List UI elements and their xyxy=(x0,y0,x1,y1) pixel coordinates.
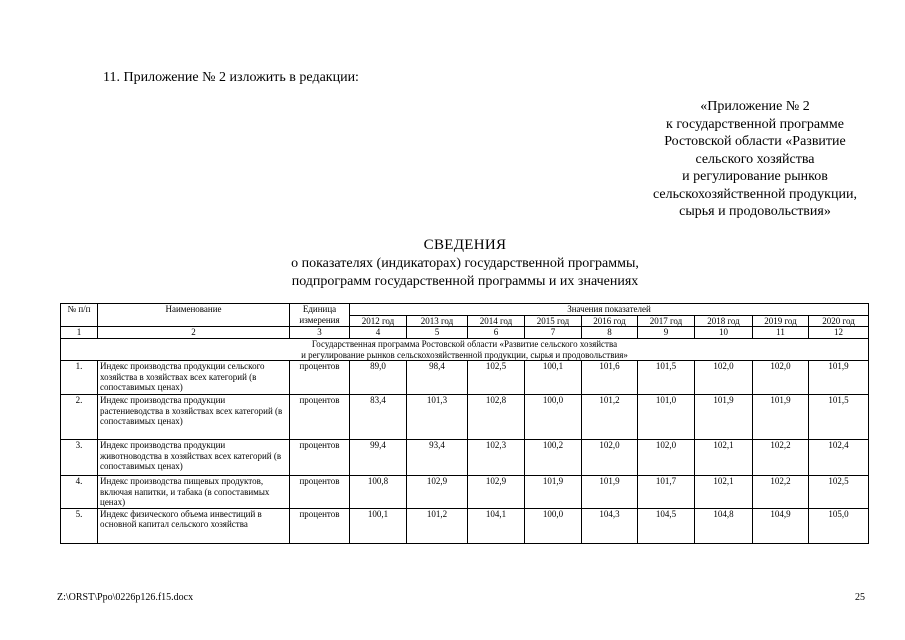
header-year: 2020 год xyxy=(809,315,869,327)
row-value: 104,1 xyxy=(468,508,525,543)
row-value: 101,7 xyxy=(638,476,695,509)
table-row xyxy=(61,440,869,476)
row-value: 104,8 xyxy=(695,508,753,543)
header-year: 2012 год xyxy=(350,315,407,327)
row-value: 102,0 xyxy=(638,440,695,476)
row-num: 2. xyxy=(61,395,98,440)
row-value: 102,5 xyxy=(468,361,525,395)
row-num: 4. xyxy=(61,476,98,509)
row-name: Индекс производства продукции животноводства в хозяйствах всех категорий (в сопоставимых ценах) xyxy=(98,440,290,476)
appendix-line: сырья и продовольствия» xyxy=(679,204,831,219)
column-number: 2 xyxy=(98,327,290,339)
row-name: Индекс физического объема инвестиций в основной капитал сельского хозяйства xyxy=(98,508,290,543)
row-value: 98,4 xyxy=(407,361,468,395)
header-year: 2015 год xyxy=(525,315,582,327)
footer-page-number: 25 xyxy=(855,592,865,603)
header-year: 2019 год xyxy=(753,315,809,327)
row-value: 100,1 xyxy=(350,508,407,543)
row-value: 102,0 xyxy=(695,361,753,395)
row-value: 101,9 xyxy=(809,361,869,395)
row-value: 101,9 xyxy=(525,476,582,509)
row-value: 101,6 xyxy=(582,361,638,395)
header-year: 2013 год xyxy=(407,315,468,327)
row-value: 101,5 xyxy=(638,361,695,395)
table-row xyxy=(61,395,869,440)
row-value: 104,9 xyxy=(753,508,809,543)
row-num: 5. xyxy=(61,508,98,543)
program-title-row xyxy=(61,339,869,361)
row-value: 102,8 xyxy=(468,395,525,440)
row-value: 101,9 xyxy=(695,395,753,440)
row-name: Индекс производства продукции растениеводства в хозяйствах всех категорий (в сопоставимых ценах) xyxy=(98,395,290,440)
program-title-line: и регулирование рынков сельскохозяйственной продукции, сырья и продовольствия» xyxy=(301,349,628,360)
row-value: 102,1 xyxy=(695,440,753,476)
appendix-line: Ростовской области «Развитие xyxy=(664,134,846,149)
row-unit: процентов xyxy=(290,476,350,509)
document-subtitle-line: о показателях (индикаторах) государственной программы, xyxy=(291,256,639,271)
document-subtitle-line: подпрограмм государственной программы и их значениях xyxy=(291,274,639,289)
header-year: 2014 год xyxy=(468,315,525,327)
row-value: 105,0 xyxy=(809,508,869,543)
row-num: 1. xyxy=(61,361,98,395)
column-number: 5 xyxy=(407,327,468,339)
appendix-line: «Приложение № 2 xyxy=(700,99,810,114)
row-value: 100,1 xyxy=(525,361,582,395)
header-year: 2018 год xyxy=(695,315,753,327)
row-value: 102,3 xyxy=(468,440,525,476)
row-value: 102,5 xyxy=(809,476,869,509)
program-title-line: Государственная программа Ростовской области «Развитие сельского хозяйства xyxy=(311,339,618,349)
header-values-group: Значения показателей xyxy=(350,304,869,316)
row-value: 100,0 xyxy=(525,508,582,543)
table-row xyxy=(61,361,869,395)
row-value: 102,9 xyxy=(407,476,468,509)
column-number: 4 xyxy=(350,327,407,339)
header-year: 2017 год xyxy=(638,315,695,327)
row-value: 93,4 xyxy=(407,440,468,476)
intro-text: 11. Приложение № 2 изложить в редакции: xyxy=(103,70,359,85)
header-name: Наименование xyxy=(98,304,290,327)
row-value: 102,1 xyxy=(695,476,753,509)
footer-file-path: Z:\ORST\Ppo\0226p126.f15.docx xyxy=(57,592,194,603)
table-row xyxy=(61,476,869,509)
header-unit: Единица измерения xyxy=(290,304,350,327)
column-number: 3 xyxy=(290,327,350,339)
row-value: 83,4 xyxy=(350,395,407,440)
header-year: 2016 год xyxy=(582,315,638,327)
document-title: СВЕДЕНИЯ xyxy=(423,237,507,253)
program-title-cell xyxy=(61,339,869,361)
column-number: 9 xyxy=(638,327,695,339)
row-value: 101,3 xyxy=(407,395,468,440)
row-unit: процентов xyxy=(290,440,350,476)
row-value: 101,2 xyxy=(407,508,468,543)
column-number: 7 xyxy=(525,327,582,339)
column-number: 8 xyxy=(582,327,638,339)
row-value: 100,0 xyxy=(525,395,582,440)
row-unit: процентов xyxy=(290,361,350,395)
appendix-header xyxy=(620,98,890,221)
row-value: 99,4 xyxy=(350,440,407,476)
column-number: 12 xyxy=(809,327,869,339)
row-value: 102,4 xyxy=(809,440,869,476)
row-value: 100,2 xyxy=(525,440,582,476)
row-value: 89,0 xyxy=(350,361,407,395)
row-value: 101,0 xyxy=(638,395,695,440)
row-value: 102,0 xyxy=(753,361,809,395)
row-value: 102,2 xyxy=(753,476,809,509)
header-num: № п/п xyxy=(61,304,98,327)
row-value: 101,2 xyxy=(582,395,638,440)
row-value: 102,0 xyxy=(582,440,638,476)
row-unit: процентов xyxy=(290,395,350,440)
column-number-row xyxy=(61,327,869,339)
row-value: 104,3 xyxy=(582,508,638,543)
row-value: 104,5 xyxy=(638,508,695,543)
appendix-line: сельского хозяйства xyxy=(695,151,815,167)
table-row xyxy=(61,508,869,543)
row-value: 100,8 xyxy=(350,476,407,509)
row-name: Индекс производства пищевых продуктов, включая напитки, и табака (в сопоставимых ценах) xyxy=(98,476,290,509)
row-value: 101,9 xyxy=(582,476,638,509)
row-value: 102,2 xyxy=(753,440,809,476)
row-value: 101,5 xyxy=(809,395,869,440)
column-number: 11 xyxy=(753,327,809,339)
appendix-line: и регулирование рынков xyxy=(682,169,828,184)
row-value: 102,9 xyxy=(468,476,525,509)
row-unit: процентов xyxy=(290,508,350,543)
indicators-table xyxy=(60,303,869,544)
appendix-line: к государственной программе xyxy=(666,116,844,132)
row-value: 101,9 xyxy=(753,395,809,440)
row-name: Индекс производства продукции сельского хозяйства в хозяйствах всех категорий (в сопоставимых ценах) xyxy=(98,361,290,395)
column-number: 1 xyxy=(61,327,98,339)
document-title-block xyxy=(195,236,735,291)
column-number: 10 xyxy=(695,327,753,339)
column-number: 6 xyxy=(468,327,525,339)
row-num: 3. xyxy=(61,440,98,476)
appendix-line: сельскохозяйственной продукции, xyxy=(653,186,857,202)
